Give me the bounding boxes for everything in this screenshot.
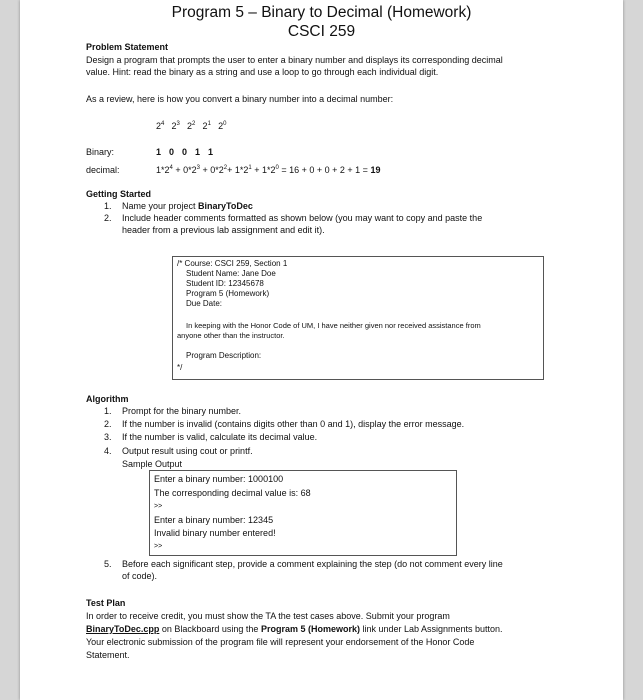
powers-row: $2^4$ $2^3$ $2^2$ $2^1$ $2^0$ — [156, 121, 227, 131]
getting-started-item-1: Name your project BinaryToDec — [122, 201, 253, 211]
header-line: Due Date: — [186, 299, 223, 308]
document-title: Program 5 – Binary to Decimal (Homework) — [171, 4, 472, 21]
decimal-expression: $1*2^4 + 0*2^3 + 0*2^2+ 1*2^1 + 1*2^0 = 16 + 0 + 0 + 2 + 1 = 19$ — [156, 165, 381, 175]
problem-heading: Problem Statement — [86, 42, 169, 52]
submission-filename: BinaryToDec.cpp — [86, 624, 160, 634]
algorithm-item-2: If the number is invalid (contains digits other than 0 and 1), display the error message. — [122, 419, 465, 429]
decimal-label: decimal: — [86, 165, 120, 175]
list-number: 2. — [104, 419, 112, 429]
list-number: 1. — [104, 406, 112, 416]
sample-output-label: Sample Output — [122, 459, 183, 469]
test-plan-line-4: Statement. — [86, 650, 130, 660]
header-line: Student Name: Jane Doe — [186, 269, 276, 278]
algorithm-item-4: Output result using cout or printf. — [122, 446, 253, 456]
problem-line-1: Design a program that prompts the user to enter a binary number and displays its corresponding decimal — [86, 55, 503, 65]
test-plan-line-3: Your electronic submission of the program file will represent your endorsement of the Honor Code — [86, 637, 475, 647]
sample-line: >> — [154, 543, 163, 550]
problem-line-2: value. Hint: read the binary as a string and use a loop to go through each individual digit. — [86, 67, 439, 77]
algorithm-item-1: Prompt for the binary number. — [122, 406, 242, 416]
header-line: Program Description: — [186, 351, 262, 360]
list-number: 1. — [104, 201, 112, 211]
review-text: As a review, here is how you convert a binary number into a decimal number: — [86, 94, 394, 104]
list-number: 2. — [104, 213, 112, 223]
algorithm-item-3: If the number is valid, calculate its decimal value. — [122, 432, 318, 442]
algorithm-item-5-cont: of code). — [122, 571, 158, 581]
test-plan-line-1: In order to receive credit, you must show the TA the test cases above. Submit your program — [86, 611, 450, 621]
header-line: Student ID: 12345678 — [186, 279, 264, 288]
getting-started-item-2: Include header comments formatted as shown below (you may want to copy and paste the — [122, 213, 483, 223]
header-line: In keeping with the Honor Code of UM, I have neither given nor received assistance from — [186, 321, 481, 330]
sample-line: The corresponding decimal value is: 68 — [154, 488, 311, 498]
decimal-result: 19 — [370, 165, 381, 175]
sample-line: Enter a binary number: 12345 — [154, 515, 274, 525]
list-number: 5. — [104, 559, 112, 569]
header-comment-box — [172, 256, 544, 380]
document-subtitle: CSCI 259 — [287, 23, 356, 40]
header-line: /* Course: CSCI 259, Section 1 — [177, 259, 288, 268]
header-line: Program 5 (Homework) — [186, 289, 270, 298]
document-page — [20, 0, 623, 700]
test-plan-heading: Test Plan — [86, 598, 126, 608]
list-number: 3. — [104, 432, 112, 442]
sample-line: Enter a binary number: 1000100 — [154, 474, 284, 484]
binary-digits: 1 0 0 1 1 — [156, 147, 214, 157]
test-plan-line-2: BinaryToDec.cpp on Blackboard using the Program 5 (Homework) link under Lab Assignments button. — [86, 624, 503, 634]
header-line: */ — [177, 363, 183, 372]
getting-started-heading: Getting Started — [86, 189, 152, 199]
getting-started-item-2-cont: header from a previous lab assignment and edit it). — [122, 225, 325, 235]
algorithm-item-5: Before each significant step, provide a comment explaining the step (do not comment every line — [122, 559, 503, 569]
header-line: anyone other than the instructor. — [177, 331, 285, 340]
binary-label: Binary: — [86, 147, 115, 157]
sample-line: >> — [154, 503, 163, 510]
algorithm-heading: Algorithm — [86, 394, 129, 404]
sample-line: Invalid binary number entered! — [154, 528, 276, 538]
list-number: 4. — [104, 446, 112, 456]
sample-output-box — [149, 470, 457, 556]
